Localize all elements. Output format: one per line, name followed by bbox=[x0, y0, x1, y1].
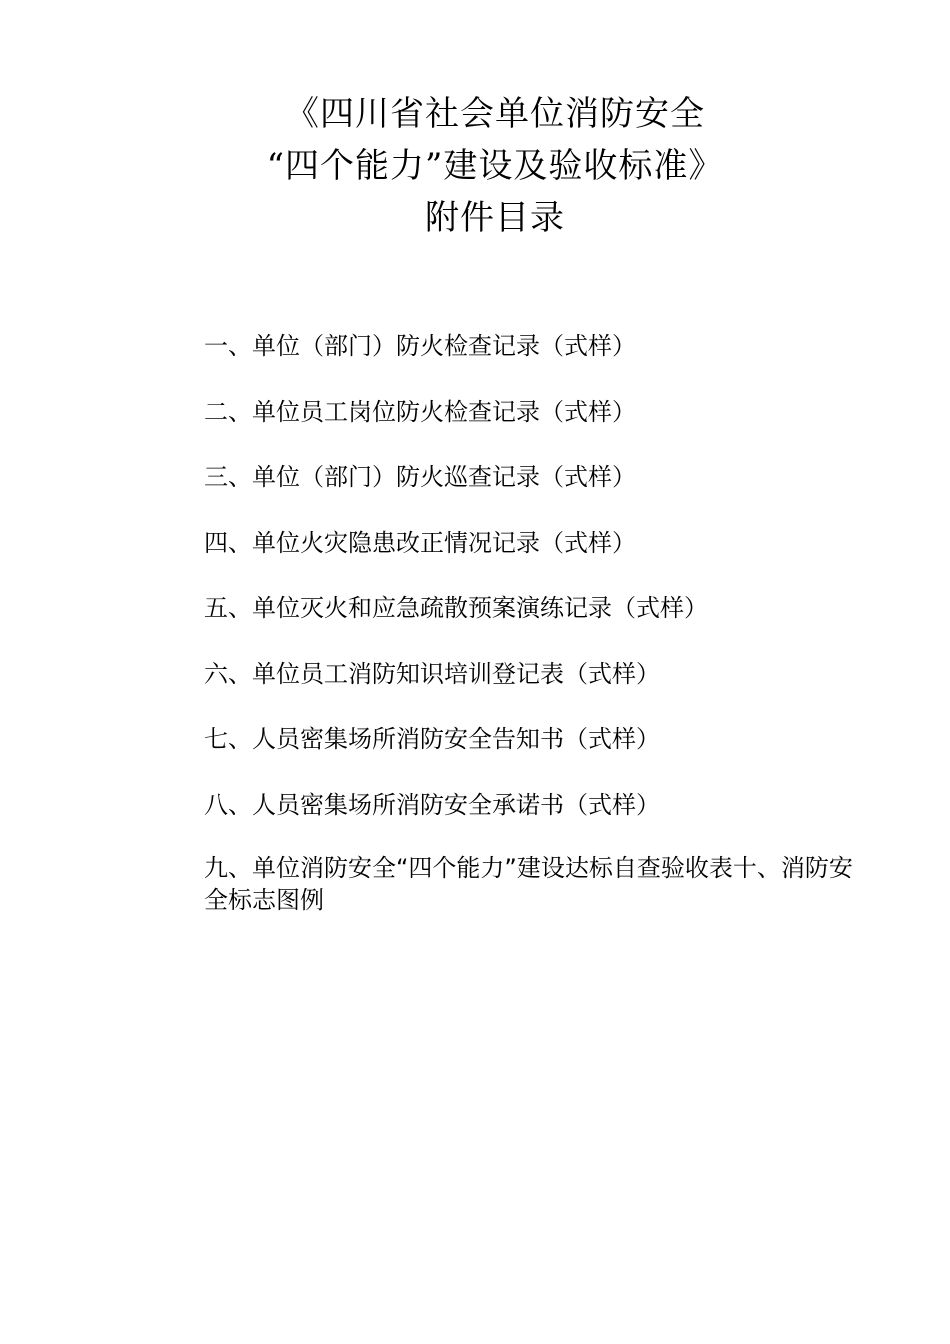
table-of-contents bbox=[204, 328, 874, 916]
toc-item-3: 三、单位（部门）防火巡查记录（式样） bbox=[204, 463, 636, 491]
title-line-1: 《四川省社会单位消防安全 bbox=[285, 94, 705, 134]
toc-item-7: 七、人员密集场所消防安全告知书（式样） bbox=[204, 725, 660, 753]
toc-item-1: 一、单位（部门）防火检查记录（式样） bbox=[204, 332, 636, 360]
title-line-3: 附件目录 bbox=[425, 198, 565, 238]
toc-item-2: 二、单位员工岗位防火检查记录（式样） bbox=[204, 397, 636, 426]
toc-item-6: 六、单位员工消防知识培训登记表（式样） bbox=[204, 659, 660, 688]
title-line-2: “四个能力”建设及验收标准》 bbox=[266, 146, 724, 186]
toc-item-4: 四、单位火灾隐患改正情况记录（式样） bbox=[204, 528, 636, 557]
document-title bbox=[0, 88, 950, 244]
toc-item-5: 五、单位灭火和应急疏散预案演练记录（式样） bbox=[204, 594, 708, 622]
toc-item-8: 八、人员密集场所消防安全承诺书（式样） bbox=[204, 790, 660, 819]
toc-item-9: 九、单位消防安全“四个能力”建设达标自查验收表十、消防安全标志图例 bbox=[204, 854, 853, 914]
